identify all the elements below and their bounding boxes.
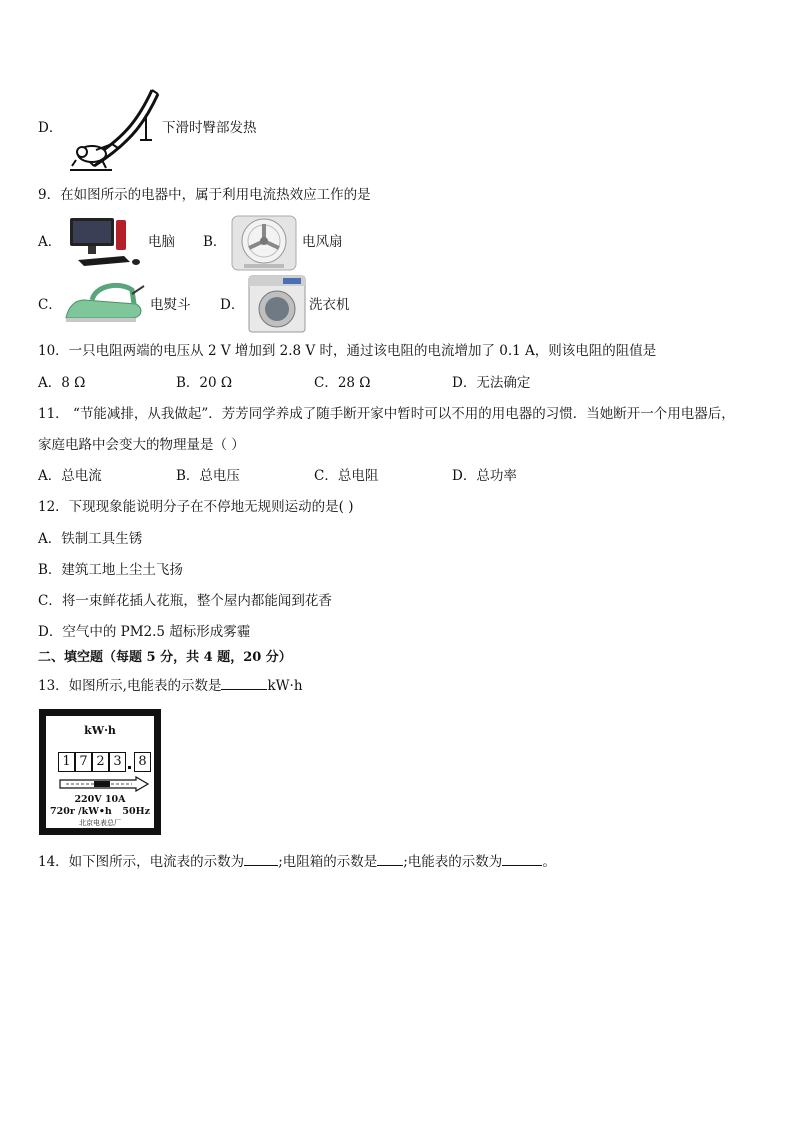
- q12-option-c: C．将一束鲜花插人花瓶，整个屋内都能闻到花香: [38, 593, 332, 609]
- q12-option-a: A．铁制工具生锈: [38, 531, 143, 547]
- q9-stem: 9．在如图所示的电器中，属于利用电流热效应工作的是: [38, 187, 371, 203]
- energy-meter-figure: [39, 709, 161, 835]
- meter-digit: 3: [109, 752, 126, 772]
- iron-image: [62, 278, 148, 328]
- q9-option-c-text: 电熨斗: [150, 297, 191, 313]
- meter-spec-revolutions: 720r /kW•h: [50, 806, 112, 817]
- meter-spec-frequency: 50Hz: [122, 806, 150, 817]
- q8-option-d-letter: D．: [38, 120, 63, 136]
- q10-option-d: D．无法确定: [452, 375, 531, 391]
- meter-spec-line1: 220V 10A: [74, 794, 126, 805]
- q10-option-c: C．28 Ω: [314, 375, 371, 391]
- q10-option-b: B．20 Ω: [176, 375, 233, 391]
- q11-stem-line2: 家庭电路中会变大的物理量是（ ）: [38, 437, 245, 453]
- slide-image: [66, 86, 160, 176]
- q9-option-b-letter: B．: [203, 234, 227, 250]
- meter-digit: 1: [58, 752, 75, 772]
- q14-meter-blank[interactable]: [502, 853, 542, 866]
- q8-option-d-text: 下滑时臀部发热: [162, 120, 257, 136]
- q14-part3: ;电能表的示数为: [403, 854, 503, 870]
- q11-option-b: B．总电压: [176, 468, 240, 484]
- meter-disc-arrow: [58, 776, 150, 792]
- q12-option-d: D．空气中的 PM2.5 超标形成雾霾: [38, 624, 251, 640]
- q9-option-a-text: 电脑: [148, 234, 175, 250]
- q11-stem-line1: 11． “节能减排，从我做起”．芳芳同学养成了随手断开家中暂时可以不用的用电器的习惯．当她断开一个用电器后，: [38, 406, 735, 422]
- q14-ammeter-blank[interactable]: [244, 853, 278, 866]
- q14-resistance-box-blank[interactable]: [377, 853, 403, 866]
- meter-digit: 7: [75, 752, 92, 772]
- energy-meter-face: [46, 716, 154, 828]
- q9-option-b-text: 电风扇: [302, 234, 343, 250]
- washing-machine-image: [247, 274, 307, 334]
- meter-unit-label: kW·h: [84, 724, 116, 737]
- q13-answer-blank[interactable]: [221, 677, 267, 690]
- q12-option-b: B．建筑工地上尘土飞扬: [38, 562, 183, 578]
- q14-part1: 14．如下图所示，电流表的示数为: [38, 854, 245, 870]
- meter-digit: 2: [92, 752, 109, 772]
- meter-decimal-digit: 8: [134, 752, 151, 772]
- meter-decimal-point: [128, 766, 131, 769]
- meter-manufacturer: 北京电表总厂: [79, 819, 121, 827]
- q10-stem: 10．一只电阻两端的电压从 2 V 增加到 2.8 V 时，通过该电阻的电流增加了 0.1 A，则该电阻的阻值是: [38, 343, 657, 359]
- q14-stem: [38, 853, 556, 870]
- q13-stem-prefix: 13．如图所示,电能表的示数是: [38, 678, 222, 694]
- fan-image: [228, 214, 300, 272]
- section-heading-fill-blank: 二、填空题（每题 5 分，共 4 题，20 分）: [38, 650, 292, 665]
- q14-part4: 。: [542, 854, 556, 870]
- q14-part2: ;电阻箱的示数是: [278, 854, 378, 870]
- q9-option-d-text: 洗衣机: [309, 297, 350, 313]
- q11-option-d: D．总功率: [452, 468, 517, 484]
- q9-option-a-letter: A．: [38, 234, 62, 250]
- q10-option-a: A．8 Ω: [38, 375, 86, 391]
- q12-stem: 12．下现现象能说明分子在不停地无规则运动的是( ): [38, 499, 354, 515]
- q9-option-d-letter: D．: [220, 297, 245, 313]
- q11-option-c: C．总电阻: [314, 468, 379, 484]
- q13-stem-unit: kW·h: [267, 678, 303, 694]
- q11-option-a: A．总电流: [38, 468, 102, 484]
- computer-image: [64, 216, 146, 268]
- q9-option-c-letter: C．: [38, 297, 62, 313]
- q13-stem: [38, 677, 303, 694]
